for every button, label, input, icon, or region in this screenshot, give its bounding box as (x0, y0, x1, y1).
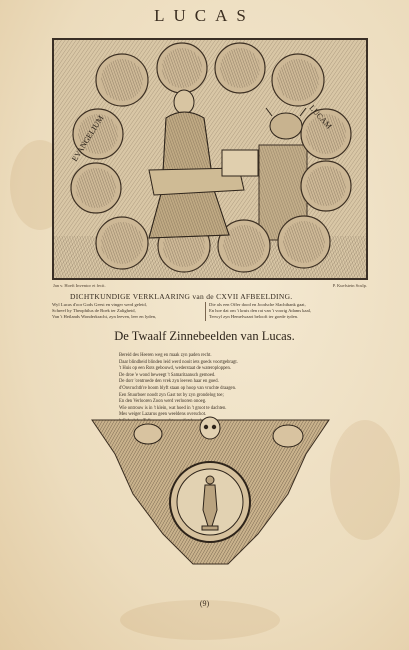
verse-line: Mes weiger Lazarus geen weeldens overschot. (119, 412, 207, 418)
verse-line: De dorr 'centroede den vrek zyn leeven haar en goed. (119, 379, 219, 385)
verse-line: Een Stuurboer noodt zyn Gast tot by zyn grondelog toe; (119, 392, 224, 398)
verse-line: Terwyl zyn Hemelwaart belooft ter goede tyden. (209, 314, 299, 320)
arc-text-right: LUCAM (307, 103, 334, 131)
verse-line: Wie ontrouw is in 't klein, wat hoed in 't groot te dachten. (119, 405, 227, 411)
verse-right (205, 302, 311, 321)
verse-line: Schreef hy Theophilus de Boek ter Zaligheid, (52, 308, 136, 314)
verse-line: Wyl Lucas d'oor Gods Geest en vinger werd geleid, (52, 302, 147, 307)
verse-line: Bereid des Heeren weg en maak zyn paden recht. (119, 353, 212, 358)
verse-line: En den Verlooren Zoon werd verlooren onoeg. (119, 399, 207, 405)
verse-line: En hoe dat om 't kruis den rat van 't voorig Adams kaal, (209, 308, 312, 314)
verse-line: 't Huis op een Rots gebouwd, wederstaat de wateroploppen. (119, 366, 232, 372)
paper-stain (330, 420, 400, 540)
verse-line: Die als een Offer dood en Joodsche Slachtbank gaat, (209, 302, 306, 307)
engraving-plate (52, 38, 368, 280)
arc-text-left: EVANGELIUM (70, 113, 106, 164)
section2-heading: De Twaalf Zinnebeelden van Lucas. (114, 329, 295, 343)
credit-left: Jan v. Hoeft Inventor et fecit. (53, 283, 106, 288)
page-title: LUCAS (154, 6, 255, 25)
credit-right: P. Kuefstein Sculp. (332, 283, 367, 288)
verse-left (52, 302, 156, 321)
verse-line: Daar blindheid blinden leid werd nooit iets goeds voortgebragt. (119, 359, 238, 365)
engraving-illustration (54, 40, 366, 278)
page-number: (9) (199, 599, 210, 608)
verse-line: De droe 'e wond beweegt 't Samaritaansch gemoed. (119, 372, 216, 378)
tailpiece-ornament (88, 414, 333, 566)
section1-heading: DICHTKUNDIGE VERKLAARING van de CXVII AFBEELDING. (70, 292, 293, 301)
verse-line: Van 't Heilands Wonderkracht, zyn leeven, leer en lyden, (52, 314, 157, 320)
verse-line: d'Onvruchtb're boom blyft staan op hoop van vruchte draagen. (119, 385, 237, 391)
